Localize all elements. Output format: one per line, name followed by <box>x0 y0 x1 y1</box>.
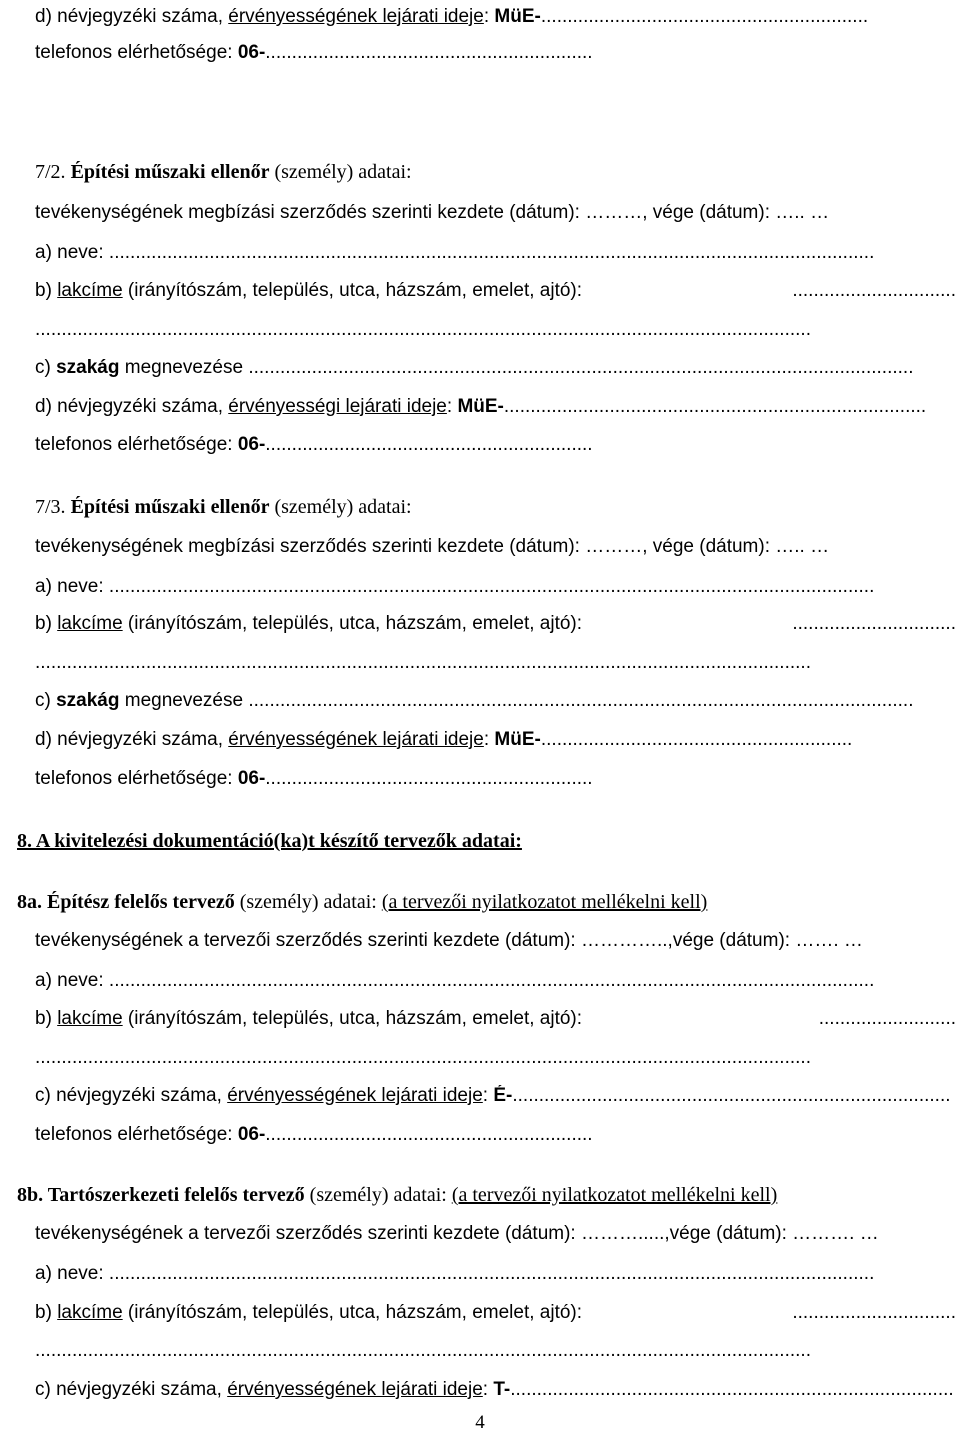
fill-dots: ............................... <box>792 613 956 634</box>
label-rest: (irányítószám, település, utca, házszám, emelet, ajtó): <box>122 1302 583 1323</box>
s73-address-cont-line: ................................................................................................................................................... <box>35 652 811 673</box>
fill-dots: ................................................................................ <box>503 396 927 417</box>
underlined-label: lakcíme <box>57 1008 123 1029</box>
s8b-name-line: a) neve: ................................................................................................................................................. <box>35 1263 875 1284</box>
section-title-rest: (személy) adatai: <box>234 891 382 913</box>
top-registration-line <box>35 6 956 28</box>
label: telefonos elérhetősége: <box>35 768 238 789</box>
s73-address-line <box>35 613 956 635</box>
label: b) <box>35 613 58 634</box>
label-rest: (irányítószám, település, utca, házszám, emelet, ajtó): <box>122 613 583 634</box>
label-rest: megnevezése .............................................................................................................................. <box>119 357 914 378</box>
section-title-bold: Építési műszaki ellenőr <box>70 496 270 518</box>
label: d) névjegyzéki száma, <box>35 729 229 750</box>
s72-name-line: a) neve: ................................................................................................................................................. <box>35 242 875 263</box>
section-title-rest: (személy) adatai: <box>269 161 412 183</box>
label: c) névjegyzéki száma, <box>35 1085 228 1106</box>
label: c) <box>35 690 57 711</box>
underlined-label: érvényességi lejárati ideje <box>228 396 447 417</box>
label: d) névjegyzéki száma, <box>35 6 229 27</box>
colon: : <box>446 396 458 417</box>
section-number: 8b. <box>17 1184 48 1206</box>
s8a-address-cont-line: ................................................................................................................................................... <box>35 1047 811 1068</box>
phone-prefix: 06- <box>237 434 266 455</box>
colon: : <box>482 1379 494 1400</box>
code-prefix: MüE- <box>457 396 504 417</box>
colon: : <box>482 1085 494 1106</box>
s8b-activity-line: tevékenységének a tervezői szerződés szerinti kezdete (dátum): ……….....,vége (dátum): ………. … <box>35 1223 879 1244</box>
code-prefix: É- <box>493 1085 513 1106</box>
section-title-rest: (személy) adatai: <box>304 1184 452 1206</box>
s72-address-line <box>35 280 956 302</box>
underlined-label: lakcíme <box>57 613 123 634</box>
s72-phone-line <box>35 434 956 456</box>
fill-dots: .............................................................. <box>265 768 593 789</box>
bold-label: szakág <box>56 357 120 378</box>
label: c) <box>35 357 57 378</box>
section-8a-title <box>17 891 956 913</box>
s73-activity-line: tevékenységének megbízási szerződés szerinti kezdete (dátum): ………, vége (dátum): ….. … <box>35 536 830 557</box>
page-number: 4 <box>475 1412 485 1433</box>
s73-specialty-line <box>35 690 956 712</box>
s8b-registration-line <box>35 1379 956 1401</box>
phone-prefix: 06- <box>237 768 266 789</box>
s8a-phone-line <box>35 1124 956 1146</box>
section-title-bold: Építési műszaki ellenőr <box>70 161 270 183</box>
label: telefonos elérhetősége: <box>35 434 238 455</box>
section-heading-text: 8. A kivitelezési dokumentáció(ka)t készítő tervezők adatai: <box>17 830 522 852</box>
fill-dots: ................................................................................... <box>512 1085 951 1106</box>
section-title-bold: Építész felelős tervező <box>47 891 235 913</box>
label: b) <box>35 1008 58 1029</box>
s8a-activity-line: tevékenységének a tervezői szerződés szerinti kezdete (dátum): …………..,vége (dátum): ……. … <box>35 930 863 951</box>
phone-prefix: 06- <box>237 42 266 63</box>
fill-dots: ........................................................... <box>540 729 853 750</box>
label: c) névjegyzéki száma, <box>35 1379 228 1400</box>
s8b-address-cont-line: ................................................................................................................................................... <box>35 1340 811 1361</box>
label-rest: (irányítószám, település, utca, házszám, emelet, ajtó): <box>122 280 583 301</box>
section-title-rest: (személy) adatai: <box>269 496 412 518</box>
fill-dots: .............................................................. <box>265 434 593 455</box>
section-8-heading <box>17 830 956 852</box>
label: b) <box>35 280 58 301</box>
underlined-label: lakcíme <box>57 280 123 301</box>
s73-phone-line <box>35 768 956 790</box>
s73-registration-line <box>35 729 956 751</box>
s73-name-line: a) neve: ................................................................................................................................................. <box>35 576 875 597</box>
label: telefonos elérhetősége: <box>35 1124 238 1145</box>
label: d) névjegyzéki száma, <box>35 396 229 417</box>
code-prefix: MüE- <box>494 6 541 27</box>
section-title-bold: Tartószerkezeti felelős tervező <box>47 1184 305 1206</box>
s72-activity-line: tevékenységének megbízási szerződés szerinti kezdete (dátum): ………, vége (dátum): ….. … <box>35 202 830 223</box>
s8a-address-line <box>35 1008 956 1030</box>
top-phone-line <box>35 42 956 64</box>
s72-registration-line <box>35 396 956 418</box>
s8a-registration-line <box>35 1085 956 1107</box>
fill-dots: .............................................................. <box>540 6 869 27</box>
label-rest: (irányítószám, település, utca, házszám, emelet, ajtó): <box>122 1008 583 1029</box>
label: b) <box>35 1302 58 1323</box>
label: telefonos elérhetősége: <box>35 42 238 63</box>
section-8b-title <box>17 1184 956 1206</box>
section-7-3-title <box>35 496 956 518</box>
s72-address-cont-line: ................................................................................................................................................... <box>35 319 811 340</box>
fill-dots: .......................... <box>818 1008 956 1029</box>
section-note: (a tervezői nyilatkozatot mellékelni kell) <box>451 1184 778 1206</box>
fill-dots: .................................................................................... <box>510 1379 954 1400</box>
colon: : <box>483 6 495 27</box>
fill-dots: ............................... <box>792 280 956 301</box>
section-number: 7/3. <box>35 496 71 518</box>
s8b-address-line <box>35 1302 956 1324</box>
underlined-label: érvényességének lejárati ideje <box>228 6 484 27</box>
fill-dots: .............................................................. <box>265 1124 593 1145</box>
underlined-label: érvényességének lejárati ideje <box>227 1085 483 1106</box>
underlined-label: érvényességének lejárati ideje <box>228 729 484 750</box>
section-number: 8a. <box>17 891 47 913</box>
s8a-name-line: a) neve: ................................................................................................................................................. <box>35 970 875 991</box>
section-note: (a tervezői nyilatkozatot mellékelni kell) <box>381 891 708 913</box>
colon: : <box>483 729 495 750</box>
fill-dots: .............................................................. <box>265 42 593 63</box>
code-prefix: T- <box>493 1379 511 1400</box>
section-7-2-title <box>35 161 956 183</box>
s72-specialty-line <box>35 357 956 379</box>
label-rest: megnevezése .............................................................................................................................. <box>119 690 914 711</box>
bold-label: szakág <box>56 690 120 711</box>
underlined-label: érvényességének lejárati ideje <box>227 1379 483 1400</box>
code-prefix: MüE- <box>494 729 541 750</box>
underlined-label: lakcíme <box>57 1302 123 1323</box>
phone-prefix: 06- <box>237 1124 266 1145</box>
fill-dots: ............................... <box>792 1302 956 1323</box>
section-number: 7/2. <box>35 161 71 183</box>
